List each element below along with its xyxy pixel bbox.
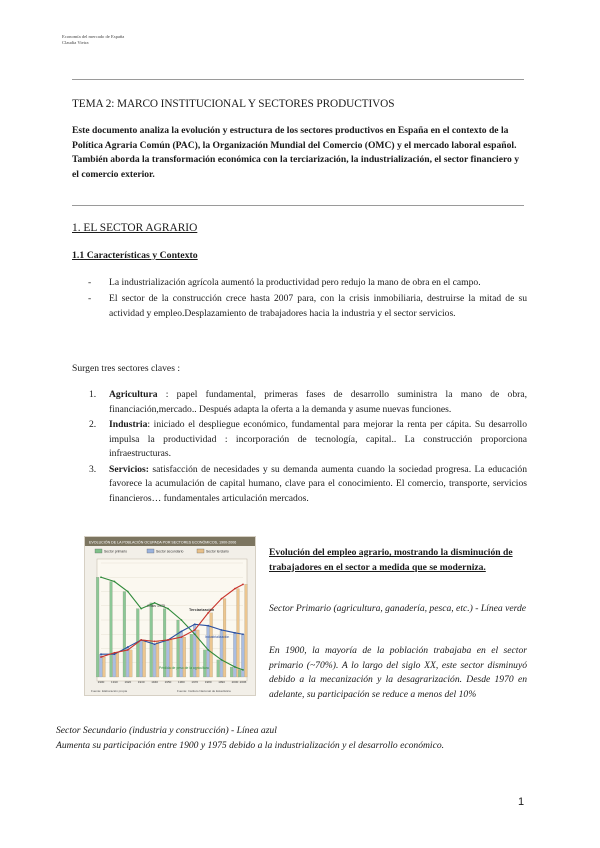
data-point: [221, 659, 223, 661]
data-point: [234, 666, 236, 668]
bar-sector-secundario: [126, 647, 129, 677]
secondary-sector-description: Aumenta su participación entre 1900 y 1975 debido a la industrialización y el desarrollo económico.: [56, 740, 445, 751]
list-item: [72, 463, 527, 507]
data-point: [194, 633, 196, 635]
bar-sector-terciario: [156, 641, 159, 677]
data-point: [242, 583, 244, 585]
sectors-intro: Surgen tres sectores claves :: [72, 363, 180, 374]
item-number: 1.: [89, 389, 97, 400]
data-point: [113, 581, 115, 583]
bar-sector-primario: [110, 582, 113, 677]
bar-sector-terciario: [103, 657, 106, 677]
header-author: Claudia Vieira: [62, 40, 89, 45]
data-point: [242, 669, 244, 671]
bar-sector-terciario: [245, 584, 248, 677]
bar-sector-secundario: [113, 654, 116, 677]
bar-sector-primario: [190, 634, 193, 677]
legend-swatch-secondary: [147, 549, 154, 553]
data-point: [127, 646, 129, 648]
employment-chart-figure: [84, 536, 256, 696]
annotation-terciarizacion: Terciarización: [189, 608, 215, 612]
annotation-crisis: Crisis 1975: [147, 604, 165, 608]
legend-swatch-primary: [95, 549, 102, 553]
bar-sector-secundario: [140, 640, 143, 677]
bar-sector-primario: [203, 650, 206, 677]
divider: [72, 79, 524, 80]
legend-label: Sector terciario: [206, 549, 229, 554]
data-point: [127, 591, 129, 593]
sector-description: : papel fundamental, primeras fases de desarrollo suministra la mano de obra, financiación,mercado.. Después adapta la oferta a la demanda y asume nuevas funciones.: [109, 389, 527, 415]
x-tick-label: 1960: [178, 680, 185, 684]
data-point: [140, 608, 142, 610]
list-item: - La industrialización agrícola aumentó la productividad pero redujo la mano de obra en el campo.: [88, 277, 481, 288]
sector-label: Servicios:: [109, 463, 149, 475]
primary-sector-description: En 1900, la mayoría de la población trabajaba en el sector primario (~70%). A lo largo del siglo XX, este sector disminuyó debido a la mecanización y la desagrarización. Desde 1970 en adelante, su participación se reduce a menos del 10%: [269, 645, 527, 700]
annotation-perdida: Pérdida de peso de la agricultura: [159, 666, 209, 670]
bar-sector-terciario: [170, 640, 173, 677]
figure-source-right: Fuente: Instituto Nacional de Estadística: [177, 689, 231, 693]
data-point: [194, 623, 196, 625]
secondary-sector-notes: [56, 723, 536, 753]
data-point: [221, 598, 223, 600]
legend-label: Sector secundario: [156, 549, 184, 554]
x-tick-label: 1940: [151, 680, 158, 684]
x-tick-label: 1910: [111, 680, 118, 684]
bullet-text: El sector de la construcción crece hasta 2007 para, con la crisis inmobiliaria, destruirse la mitad de su actividad y empleo.Desplazamiento de trabajadores hacia la industria y el sector servicios.: [109, 293, 527, 319]
divider: [72, 205, 524, 206]
context-bullet-list: [72, 275, 527, 322]
data-point: [234, 632, 236, 634]
bar-sector-primario: [238, 670, 241, 677]
data-point: [113, 652, 115, 654]
data-point: [180, 631, 182, 633]
chart-title: EVOLUCIÓN DE LA POBLACIÓN OCUPADA POR SECTORES ECONÓMICOS, 1900-2006: [89, 540, 237, 545]
data-point: [100, 656, 102, 658]
data-point: [180, 636, 182, 638]
data-point: [127, 649, 129, 651]
data-point: [100, 653, 102, 655]
sector-description: satisfacción de necesidades y su demanda aumenta cuando la sociedad progresa. La educación favorece la acumulación de capital humano, clave para el conocimiento. El comercio, transporte, servicios financieros… fundamentales articulación mercados.: [109, 463, 527, 504]
sectors-list: [72, 388, 527, 507]
page-number: 1: [518, 796, 525, 808]
bar-sector-secundario: [180, 631, 183, 677]
x-tick-label: 1980: [204, 680, 212, 684]
sector-description: : iniciado el despliegue económico, fundamental para mejorar la renta per cápita. Su desarrollo impulsa la productividad : incorporación de tecnología, capital.. La construcción proporciona infraestructuras.: [109, 419, 527, 459]
section-heading: 1. EL SECTOR AGRARIO: [72, 222, 198, 234]
bar-sector-terciario: [143, 640, 146, 677]
data-point: [207, 612, 209, 614]
intro-paragraph: Este documento analiza la evolución y estructura de los sectores productivos en España en el contexto de la Política Agraria Común (PAC), la Organización Mundial del Comercio (OMC) y el mercado laboral español. También aborda la transformación económica con la terciarización, la industrialización, el sector financiero y el comercio exterior.: [72, 125, 520, 180]
data-point: [234, 588, 236, 590]
data-point: [221, 629, 223, 631]
legend-label: Sector primario: [104, 549, 127, 554]
bar-sector-terciario: [129, 650, 132, 677]
bar-sector-primario: [96, 577, 99, 677]
bar-sector-terciario: [183, 637, 186, 677]
item-number: 3.: [89, 463, 97, 475]
data-point: [167, 639, 169, 641]
sector-label: Agricultura: [109, 389, 158, 400]
employment-chart: [85, 537, 255, 695]
bullet-text: La industrialización agrícola aumentó la productividad pero redujo la mano de obra en el campo.: [109, 277, 481, 288]
bar-sector-primario: [150, 603, 153, 677]
data-point: [154, 643, 156, 645]
data-point: [154, 640, 156, 642]
secondary-sector-label: Sector Secundario (industria y construcción) - Línea azul: [56, 725, 277, 736]
x-tick-label: 1970: [191, 680, 199, 684]
primary-sector-label: Sector Primario (agricultura, ganadería, pesca, etc.) - Línea verde: [269, 603, 527, 614]
data-point: [242, 633, 244, 635]
bar-sector-secundario: [166, 640, 169, 677]
page-title: TEMA 2: MARCO INSTITUCIONAL Y SECTORES PRODUCTIVOS: [72, 98, 395, 110]
figure-caption-heading: Evolución del empleo agrario, mostrando la disminución de trabajadores en el sector a medida que se moderniza.: [269, 547, 513, 573]
x-tick-label: 1930: [137, 680, 145, 684]
page-header: [62, 34, 124, 46]
x-tick-label: 1950: [164, 680, 172, 684]
subsection-heading: 1.1 Características y Contexto: [72, 250, 198, 261]
legend-swatch-tertiary: [197, 549, 204, 553]
data-point: [207, 649, 209, 651]
x-tick-label: 2000: [231, 680, 239, 684]
annotation-industrializacion: Industrialización: [205, 635, 230, 639]
bar-sector-terciario: [116, 653, 119, 677]
item-number: 2.: [89, 419, 97, 430]
list-item: [72, 418, 527, 462]
bar-sector-terciario: [210, 613, 213, 677]
bar-sector-primario: [123, 592, 126, 678]
bar-sector-secundario: [153, 644, 156, 677]
data-point: [207, 625, 209, 627]
x-tick-label: 1920: [124, 680, 132, 684]
bar-sector-primario: [230, 667, 233, 677]
figure-source-left: Fuente: Elaboración propia: [91, 689, 128, 693]
list-item: [72, 388, 527, 417]
bar-sector-secundario: [233, 633, 236, 677]
data-point: [100, 576, 102, 578]
data-point: [180, 619, 182, 621]
x-tick-label: 1990: [218, 680, 225, 684]
sector-label: Industria: [109, 419, 148, 430]
x-tick-label: 1900: [97, 680, 105, 684]
data-point: [194, 629, 196, 631]
list-item: - El sector de la construcción crece hasta 2007 para, con la crisis inmobiliaria, destruirse la mitad de su actividad y empleo.Desplazamiento de trabajadores hacia la industria y el sector servicios.: [88, 293, 527, 319]
bar-sector-primario: [217, 660, 220, 677]
data-point: [167, 608, 169, 610]
header-course: Economía del mercado de España: [62, 34, 125, 39]
data-point: [140, 639, 142, 641]
x-tick-label: 2006: [239, 680, 247, 684]
